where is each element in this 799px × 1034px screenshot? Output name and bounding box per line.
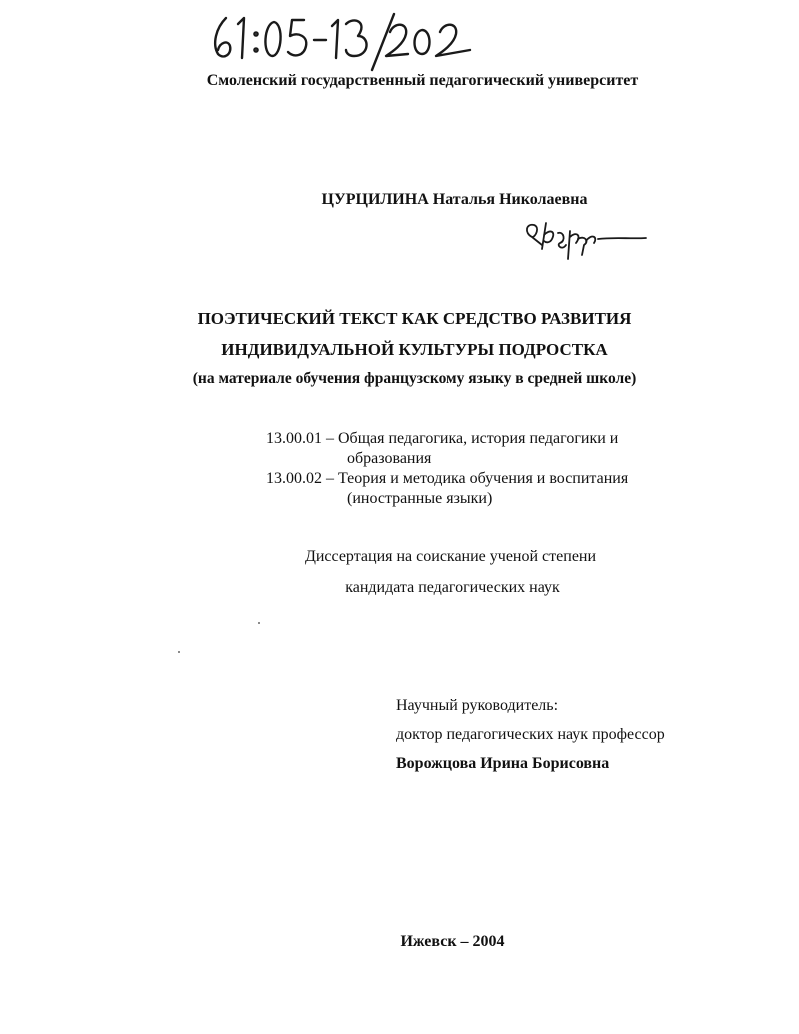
supervisor-label: Научный руководитель: xyxy=(396,697,559,714)
specialty-dash: – xyxy=(326,430,334,447)
specialty-code: 13.00.01 xyxy=(266,430,322,447)
specialty-1-continuation: образования xyxy=(347,450,432,467)
specialty-1 xyxy=(266,429,618,449)
author-name: ЦУРЦИЛИНА Наталья Николаевна xyxy=(321,191,588,208)
dissertation-title-line-2: ИНДИВИДУАЛЬНОЙ КУЛЬТУРЫ ПОДРОСТКА xyxy=(221,340,608,359)
specialty-text: Общая педагогика, история педагогики и xyxy=(338,430,619,447)
scan-speck xyxy=(258,622,260,624)
university-name: Смоленский государственный педагогический университет xyxy=(206,72,639,89)
specialty-2 xyxy=(266,469,628,489)
specialty-text: Теория и методика обучения и воспитания xyxy=(338,470,629,487)
degree-line-2: кандидата педагогических наук xyxy=(345,579,560,596)
degree-line-1: Диссертация на соискание ученой степени xyxy=(304,548,597,565)
signature-drawing xyxy=(520,215,650,265)
specialty-dash: – xyxy=(326,470,334,487)
dissertation-title-line-1: ПОЭТИЧЕСКИЙ ТЕКСТ КАК СРЕДСТВО РАЗВИТИЯ xyxy=(197,309,632,328)
dissertation-subtitle: (на материале обучения французскому языку в средней школе) xyxy=(192,370,637,387)
scan-speck xyxy=(178,651,180,653)
handwritten-catalog-code xyxy=(208,10,478,72)
author-signature xyxy=(520,215,650,265)
supervisor-name: Ворожцова Ирина Борисовна xyxy=(396,755,610,772)
supervisor-rank: доктор педагогических наук профессор xyxy=(396,726,665,743)
handwritten-code-drawing xyxy=(208,10,478,72)
city-year: Ижевск – 2004 xyxy=(400,933,505,950)
specialty-2-continuation: (иностранные языки) xyxy=(347,490,493,507)
specialty-code: 13.00.02 xyxy=(266,470,322,487)
